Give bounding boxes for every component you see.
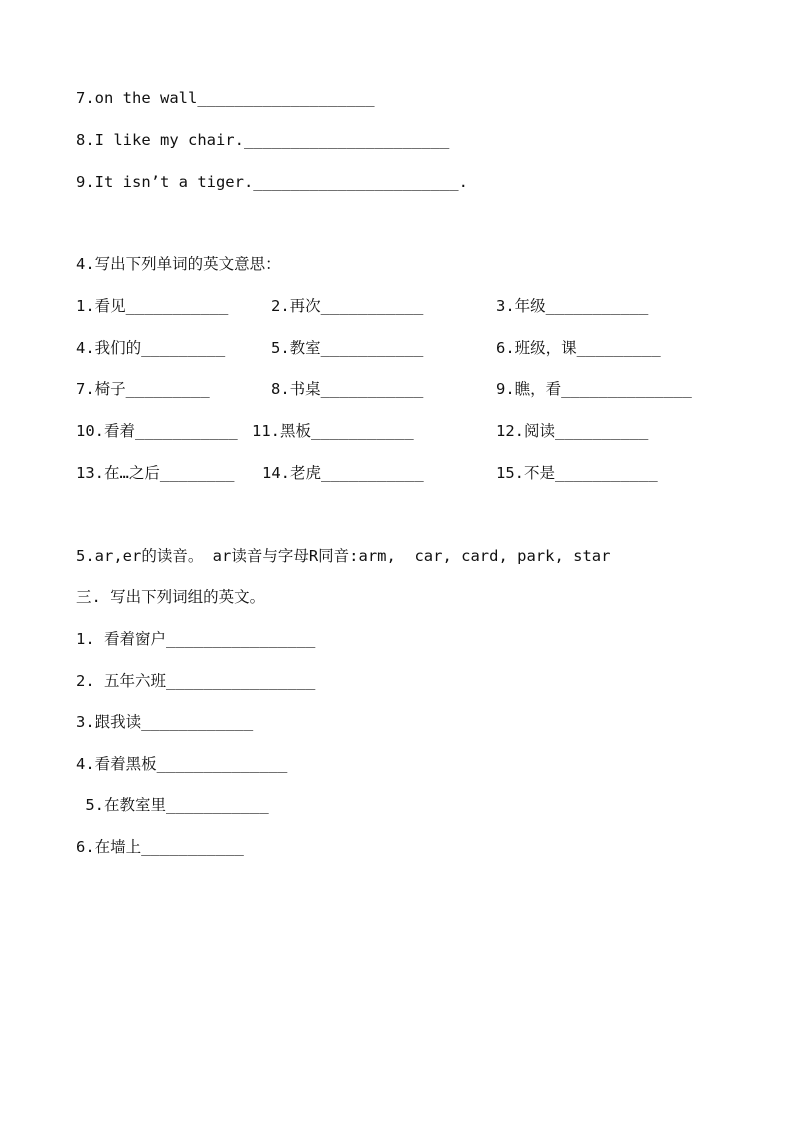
vocab-item: 10.看着___________ — [76, 422, 238, 440]
vocab-item: 4.我们的_________ — [76, 339, 226, 357]
sentence-8: 8.I like my chair.______________________ — [76, 131, 450, 149]
section-5-pronunciation: 5.ar,er的读音。 ar读音与字母R同音:arm, car, card, park, star — [76, 547, 611, 565]
vocab-item: 9.瞧，看______________ — [496, 380, 692, 398]
phrase-item: 4.看着黑板______________ — [76, 755, 288, 773]
phrase-item: 3.跟我读____________ — [76, 713, 254, 731]
vocab-item: 14.老虎___________ — [262, 464, 424, 482]
section-3-title: 三. 写出下列词组的英文。 — [76, 588, 266, 606]
section-4-title: 4.写出下列单词的英文意思： — [76, 255, 281, 273]
phrase-item: 6.在墙上___________ — [76, 838, 244, 856]
vocab-item: 11.黑板___________ — [252, 422, 414, 440]
vocab-item: 15.不是___________ — [496, 464, 658, 482]
vocab-item: 2.再次___________ — [271, 297, 424, 315]
vocab-item: 1.看见___________ — [76, 297, 229, 315]
vocab-item: 7.椅子_________ — [76, 380, 210, 398]
phrase-item: 5.在教室里___________ — [76, 796, 269, 814]
phrase-item: 1. 看着窗户________________ — [76, 630, 316, 648]
vocab-item: 12.阅读__________ — [496, 422, 649, 440]
vocab-item: 8.书桌___________ — [271, 380, 424, 398]
vocab-item: 3.年级___________ — [496, 297, 649, 315]
vocab-item: 13.在…之后________ — [76, 464, 235, 482]
sentence-9: 9.It isn’t a tiger.______________________. — [76, 173, 468, 191]
vocab-item: 5.教室___________ — [271, 339, 424, 357]
phrase-item: 2. 五年六班________________ — [76, 672, 316, 690]
sentence-7: 7.on the wall___________________ — [76, 89, 375, 107]
vocab-item: 6.班级，课_________ — [496, 339, 661, 357]
